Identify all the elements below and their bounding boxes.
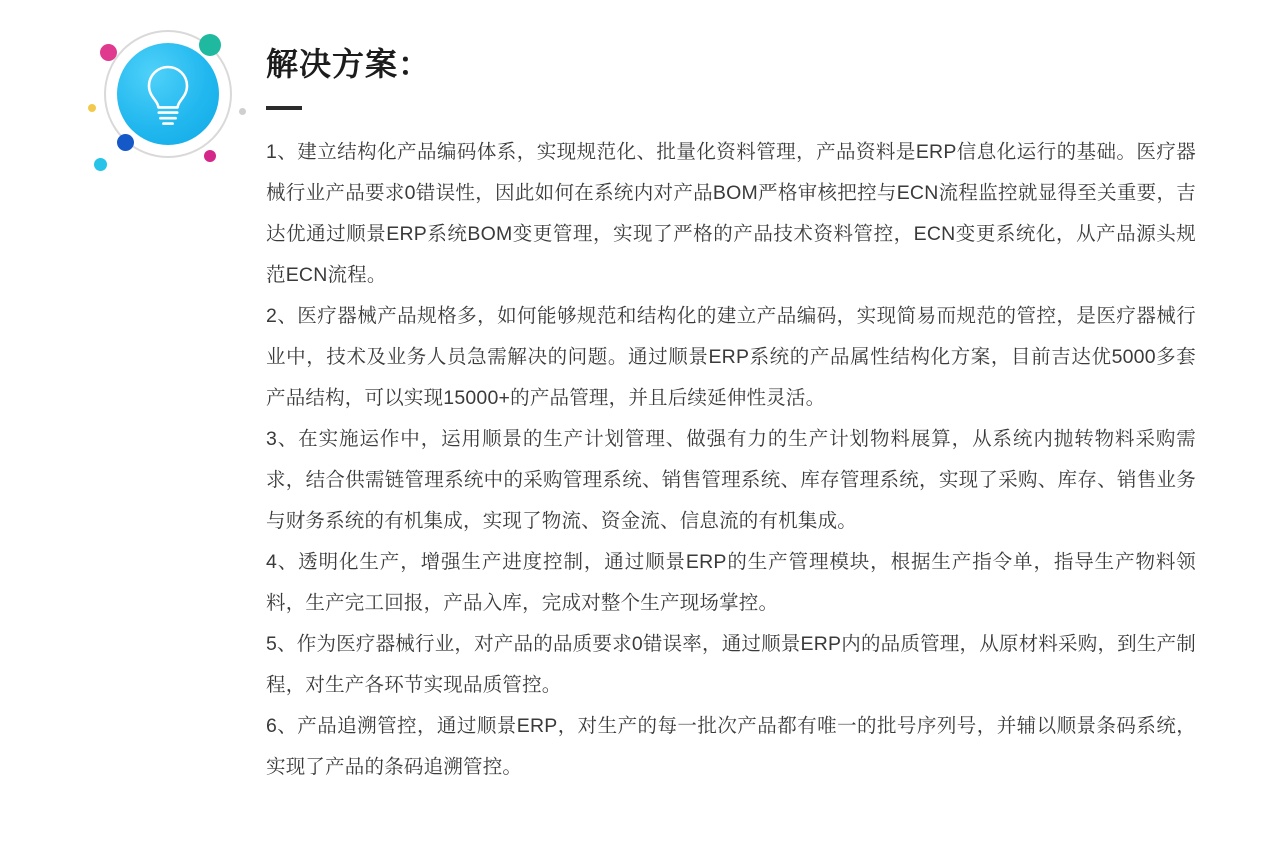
decorative-dot-cyan: [94, 158, 107, 171]
solution-paragraph: 6、产品追溯管控，通过顺景ERP，对生产的每一批次产品都有唯一的批号序列号，并辅以顺景条码系统，实现了产品的条码追溯管控。: [266, 714, 1196, 778]
decorative-dot-grey: [239, 108, 246, 115]
content-column: [266, 0, 1196, 788]
solution-paragraph: 4、透明化生产，增强生产进度控制，通过顺景ERP的生产管理模块，根据生产指令单，指导生产物料领料，生产完工回报，产品入库，完成对整个生产现场掌控。: [266, 550, 1196, 614]
solution-paragraph-list: [266, 132, 1196, 788]
decorative-dot-teal: [199, 34, 221, 56]
solution-paragraph: 1、建立结构化产品编码体系，实现规范化、批量化资料管理，产品资料是ERP信息化运行的基础。医疗器械行业产品要求0错误性，因此如何在系统内对产品BOM严格审核把控与ECN流程监控就显得至关重要，吉达优通过顺景ERP系统BOM变更管理，实现了严格的产品技术资料管控，ECN变更系统化，从产品源头规范ECN流程。: [266, 140, 1196, 286]
title-underline: [266, 106, 302, 110]
solution-paragraph: 3、在实施运作中，运用顺景的生产计划管理、做强有力的生产计划物料展算，从系统内抛转物料采购需求，结合供需链管理系统中的采购管理系统、销售管理系统、库存管理系统，实现了采购、库存、销售业务与财务系统的有机集成，实现了物流、资金流、信息流的有机集成。: [266, 427, 1196, 532]
solution-paragraph: 2、医疗器械产品规格多，如何能够规范和结构化的建立产品编码，实现简易而规范的管控，是医疗器械行业中，技术及业务人员急需解决的问题。通过顺景ERP系统的产品属性结构化方案，目前吉达优5000多套产品结构，可以实现15000+的产品管理，并且后续延伸性灵活。: [266, 304, 1196, 409]
solution-paragraph: 5、作为医疗器械行业，对产品的品质要求0错误率，通过顺景ERP内的品质管理，从原材料采购，到生产制程，对生产各环节实现品质管控。: [266, 632, 1196, 696]
decorative-dot-blue: [117, 134, 134, 151]
decorative-dot-magenta: [100, 44, 117, 61]
lightbulb-illustration: [70, 12, 270, 187]
decorative-dot-yellow: [88, 104, 96, 112]
page-title: 解决方案：: [266, 46, 432, 82]
decorative-dot-magenta-small: [204, 150, 216, 162]
lightbulb-icon: [117, 43, 219, 145]
